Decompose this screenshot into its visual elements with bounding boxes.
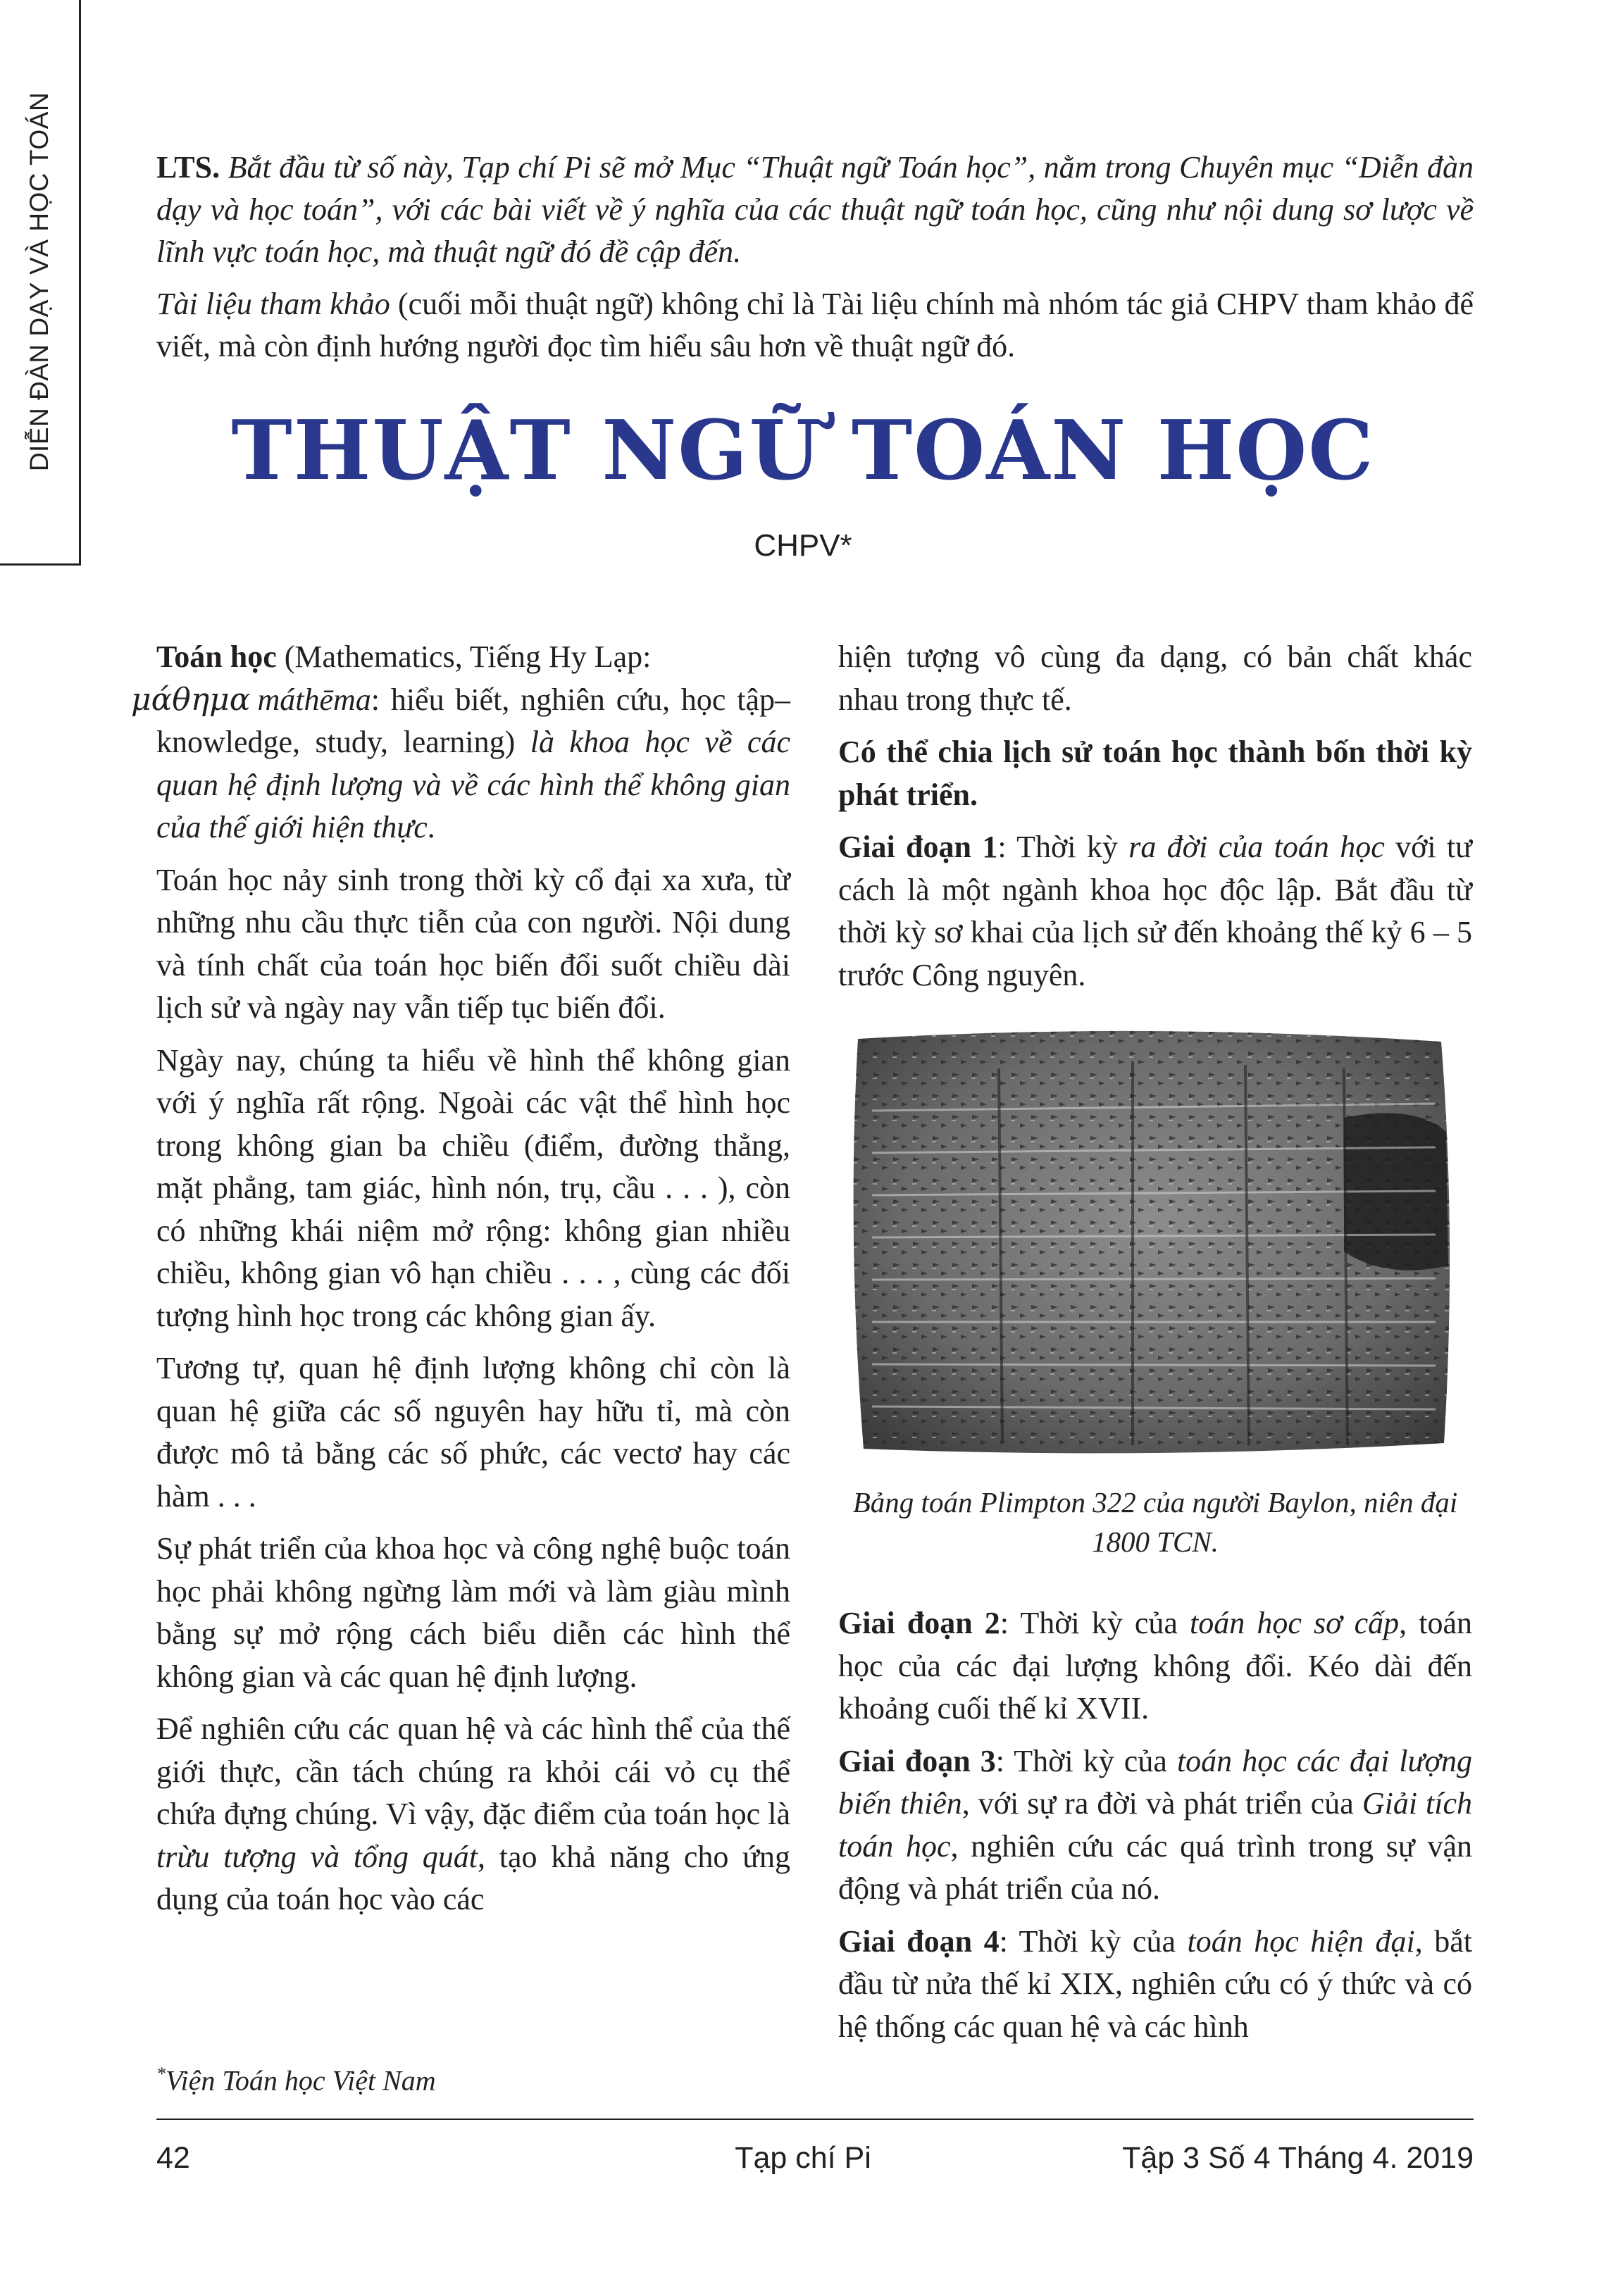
body-text: với tư cách là một ngành khoa học độc lập. Bắt đầu từ thời kỳ sơ khai của lịch sử đến khoảng thế kỷ 6 – 5 trước Công nguyên. [838,830,1473,992]
editor-note-text: Bắt đầu từ số này, Tạp chí Pi sẽ mở Mục “Thuật ngữ Toán học”, nằm trong Chuyên mục “Diễn đàn dạy và học toán”, với các bài viết về ý nghĩa của các thuật ngữ toán học, cũng như nội dung sơ lược về lĩnh vực toán học, mà thuật ngữ đó đề cập đến. [156,150,1474,269]
right-column [838,636,1472,2058]
body-paragraph: Sự phát triển của khoa học và công nghệ buộc toán học phải không ngừng làm mới và làm giàu mình bằng sự mở rộng cách biểu diễn các hình thể không gian và các quan hệ định lượng. [156,1531,790,1694]
footnote-text: Viện Toán học Việt Nam [166,2064,436,2097]
references-term: Tài liệu tham khảo [156,287,390,321]
body-paragraph: hiện tượng vô cùng đa dạng, có bản chất khác nhau trong thực tế. [838,639,1472,717]
article-author: CHPV* [754,528,852,563]
body-text: , toán học của các đại lượng không đổi. Kéo dài đến khoảng cuối thế kỉ XVII. [838,1606,1473,1726]
journal-name: Tạp chí Pi [735,2141,871,2175]
body-text: : Thời kỳ của [999,1923,1176,1959]
author-footnote [156,2064,436,2097]
references-note-paragraph [156,283,1474,368]
body-emphasis: toán học sơ cấp [1190,1606,1400,1640]
stage-1-label: Giai đoạn 1 [838,830,998,864]
editor-note-lead: LTS. [156,150,220,185]
body-text: , nghiên cứu các quá trình trong sự vận động và phát triển của nó. [838,1828,1472,1906]
article-title: THUẬT NGỮ TOÁN HỌC [231,403,1375,499]
stage-4-paragraph [838,1921,1472,2049]
term-definition: là khoa học về các quan hệ định lượng và về các hình thể không gian của thế giới hiện thực [156,725,790,844]
plimpton-322-tablet-image [851,1026,1457,1463]
term-heading: Toán học [156,639,277,674]
left-column [131,636,790,1931]
body-text: , tạo khả năng cho ứng dụng của toán học vào các [156,1839,790,1916]
body-text: Để nghiên cứu các quan hệ và các hình thể của thế giới thực, cần tách chúng ra khỏi cái vỏ cụ thể chứa đựng chúng. Vì vậy, đặc điểm của toán học là [156,1711,790,1831]
stage-3-label: Giai đoạn 3 [838,1743,996,1778]
body-emphasis: toán học các đại lượng biến thiên [838,1743,1473,1821]
term-meaning: : hiểu biết, nghiên cứu, học tập–knowledge, study, learning) [156,682,790,759]
body-emphasis: trừu tượng và tổng quát [156,1839,478,1874]
stage-1-paragraph [838,826,1472,997]
body-text: , với sự ra đời và phát triển của [961,1786,1354,1821]
body-paragraph: Ngày nay, chúng ta hiểu về hình thể không gian với ý nghĩa rất rộng. Ngoài các vật thể hình học trong không gian ba chiều (điểm, đường thẳng, mặt phẳng, tam giác, hình nón, trụ, cầu . . . ), còn có những khái niệm mở rộng: không gian nhiều chiều, không gian vô hạn chiều . . . , cùng các đối tượng hình học trong các không gian ấy. [156,1042,790,1333]
body-text: : Thời kỳ của [1000,1606,1178,1640]
stage-3-paragraph [838,1740,1472,1911]
body-paragraph: Toán học nảy sinh trong thời kỳ cổ đại xa xưa, từ những nhu cầu thực tiễn của con người. Nội dung và tính chất của toán học biến đổi suốt chiều dài lịch sử và ngày nay vẫn tiếp tục biến đổi. [156,862,790,1025]
body-emphasis: toán học hiện đại [1187,1923,1415,1959]
body-emphasis: ra đời của toán học [1128,830,1385,864]
figure-caption: Bảng toán Plimpton 322 của người Baylon, niên đại 1800 TCN. [852,1486,1458,1558]
term-etymology: (Mathematics, Tiếng Hy Lạp: [284,639,652,674]
body-paragraph [156,1708,790,1921]
definition-paragraph [131,636,790,849]
body-paragraph: Tương tự, quan hệ định lượng không chỉ còn là quan hệ giữa các số nguyên hay hữu tỉ, mà còn được mô tả bằng các số phức, các vectơ hay các hàm . . . [156,1351,790,1514]
body-text: , bắt đầu từ nửa thế kỉ XIX, nghiên cứu có ý thức và có hệ thống các quan hệ và các hình [838,1923,1473,2044]
periods-heading: Có thể chia lịch sử toán học thành bốn thời kỳ phát triển. [838,735,1472,812]
body-emphasis: Giải tích toán học [838,1786,1473,1864]
references-note-text: (cuối mỗi thuật ngữ) không chỉ là Tài liệu chính mà nhóm tác giả CHPV tham khảo để viết, mà còn định hướng người đọc tìm hiểu sâu hơn về thuật ngữ đó. [156,287,1474,363]
body-text: : Thời kỳ của [995,1743,1167,1778]
editor-note [156,146,1474,378]
stage-4-label: Giai đoạn 4 [838,1923,1000,1959]
body-text: : Thời kỳ [997,830,1118,864]
editor-note-paragraph [156,146,1474,273]
greek-transliteration: máthēma [257,682,371,717]
greek-word: μάθημα [131,681,251,718]
definition-end: . [427,810,435,844]
stage-2-paragraph [838,1602,1472,1730]
issue-info: Tập 3 Số 4 Tháng 4. 2019 [1122,2141,1474,2175]
footer-divider [156,2119,1474,2120]
stage-2-label: Giai đoạn 2 [838,1606,1000,1640]
page-number: 42 [156,2141,190,2175]
section-label: DIỄN ĐÀN DẠY VÀ HỌC TOÁN [25,92,54,472]
footnote-mark: * [156,2064,166,2084]
